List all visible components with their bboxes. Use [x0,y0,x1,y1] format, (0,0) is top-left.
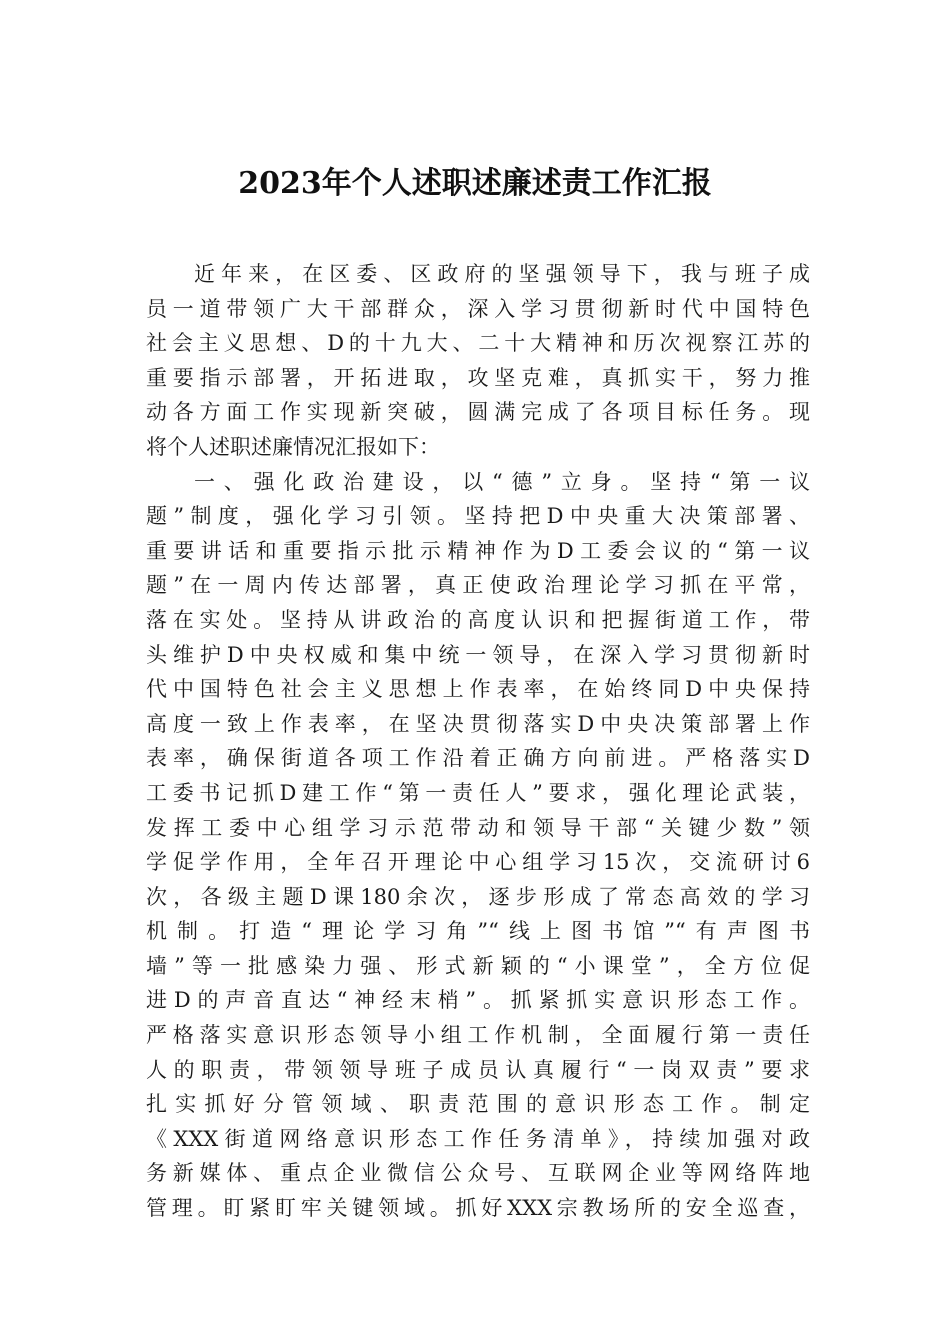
body-line: 管理。盯紧盯牢关键领域。抓好XXX宗教场所的安全巡查， [146,1196,810,1221]
body-line: 墙”等一批感染力强、形式新颖的“小课堂”，全方位促 [146,953,810,978]
body-line: 工委书记抓D建工作“第一责任人”要求，强化理论武装， [146,780,810,805]
body-line: 重要讲话和重要指示批示精神作为D工委会议的“第一议 [146,538,810,563]
body-line: 高度一致上作表率，在坚决贯彻落实D中央决策部署上作 [146,711,810,736]
body-line: 机制。打造“理论学习角”“线上图书馆”“有声图书 [146,919,810,944]
body-line: 务新媒体、重点企业微信公众号、互联网企业等网络阵地 [146,1161,810,1186]
body-line: 表率，确保街道各项工作沿着正确方向前进。严格落实D [146,746,810,771]
body-line: 扎实抓好分管领域、职责范围的意识形态工作。制定 [146,1092,810,1117]
body-line: 题”制度，强化学习引领。坚持把D中央重大决策部署、 [146,504,810,529]
body-line: 一、强化政治建设，以“德”立身。坚持“第一议 [194,469,810,494]
body-line: 《XXX街道网络意识形态工作任务清单》，持续加强对政 [146,1126,810,1151]
body-line: 学促学作用，全年召开理论中心组学习15次，交流研讨6 [146,850,810,875]
body-line: 次，各级主题D课180余次，逐步形成了常态高效的学习 [146,884,810,909]
body-line: 严格落实意识形态领导小组工作机制，全面履行第一责任 [146,1023,810,1048]
body-line: 重要指示部署，开拓进取，攻坚克难，真抓实干，努力推 [146,365,810,390]
body-line: 题”在一周内传达部署，真正使政治理论学习抓在平常， [146,573,810,598]
body-line: 进D的声音直达“神经末梢”。抓紧抓实意识形态工作。 [146,988,810,1013]
body-line: 头维护D中央权威和集中统一领导，在深入学习贯彻新时 [146,642,810,667]
body-line: 人的职责，带领领导班子成员认真履行“一岗双责”要求 [146,1057,810,1082]
body-line: 社会主义思想、D的十九大、二十大精神和历次视察江苏的 [146,331,810,356]
body-line: 落在实处。坚持从讲政治的高度认识和把握街道工作，带 [146,607,810,632]
body-line: 发挥工委中心组学习示范带动和领导干部“关键少数”领 [146,815,810,840]
body-line: 近年来，在区委、区政府的坚强领导下，我与班子成 [194,262,810,286]
body-line: 动各方面工作实现新突破，圆满完成了各项目标任务。现 [146,400,810,425]
document-title: 2023年个人述职述廉述责工作汇报 [238,166,712,201]
body-line: 将个人述职述廉情况汇报如下： [146,434,440,459]
document-body [146,257,810,1226]
body-line: 代中国特色社会主义思想上作表率，在始终同D中央保持 [146,677,810,702]
body-line: 员一道带领广大干部群众，深入学习贯彻新时代中国特色 [146,296,810,321]
